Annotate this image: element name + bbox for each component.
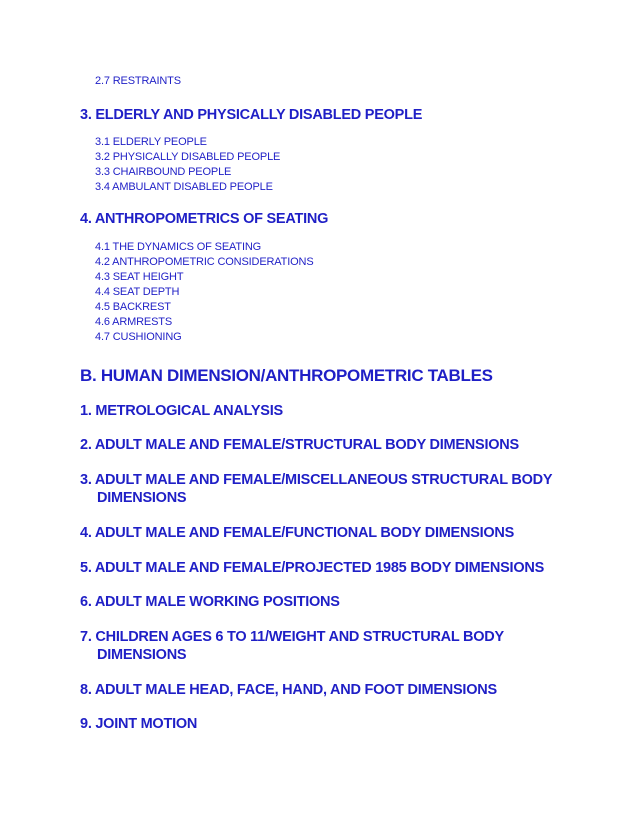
part-b-entry-2: 2. ADULT MALE AND FEMALE/STRUCTURAL BODY DIMENSIONS bbox=[80, 437, 519, 453]
section-3-heading: 3. ELDERLY AND PHYSICALLY DISABLED PEOPLE bbox=[80, 107, 423, 123]
part-b-entry-1: 1. METROLOGICAL ANALYSIS bbox=[80, 403, 283, 419]
part-b-entry-6: 6. ADULT MALE WORKING POSITIONS bbox=[80, 594, 340, 610]
toc-item-4-6: 4.6 ARMRESTS bbox=[95, 316, 173, 328]
part-b-entry-7-continuation: DIMENSIONS bbox=[97, 647, 187, 663]
part-b-entry-5: 5. ADULT MALE AND FEMALE/PROJECTED 1985 BODY DIMENSIONS bbox=[80, 560, 545, 576]
toc-item-4-2: 4.2 ANTHROPOMETRIC CONSIDERATIONS bbox=[95, 256, 314, 268]
toc-item-4-5: 4.5 BACKREST bbox=[95, 301, 171, 313]
toc-item-4-4: 4.4 SEAT DEPTH bbox=[95, 286, 180, 298]
toc-item-3-1: 3.1 ELDERLY PEOPLE bbox=[95, 136, 207, 148]
toc-item-3-3: 3.3 CHAIRBOUND PEOPLE bbox=[95, 166, 232, 178]
toc-item-4-7: 4.7 CUSHIONING bbox=[95, 331, 182, 343]
part-b-entry-9: 9. JOINT MOTION bbox=[80, 716, 198, 732]
part-b-entry-4: 4. ADULT MALE AND FEMALE/FUNCTIONAL BODY DIMENSIONS bbox=[80, 525, 515, 541]
toc-item-4-1: 4.1 THE DYNAMICS OF SEATING bbox=[95, 241, 262, 253]
part-b-entry-8: 8. ADULT MALE HEAD, FACE, HAND, AND FOOT DIMENSIONS bbox=[80, 682, 497, 698]
part-b-heading: B. HUMAN DIMENSION/ANTHROPOMETRIC TABLES bbox=[80, 366, 493, 385]
toc-item-3-2: 3.2 PHYSICALLY DISABLED PEOPLE bbox=[95, 151, 281, 163]
toc-item-2-7: 2.7 RESTRAINTS bbox=[95, 75, 181, 87]
toc-item-3-4: 3.4 AMBULANT DISABLED PEOPLE bbox=[95, 181, 273, 193]
toc-item-4-3: 4.3 SEAT HEIGHT bbox=[95, 271, 184, 283]
section-4-heading: 4. ANTHROPOMETRICS OF SEATING bbox=[80, 211, 329, 227]
part-b-entry-3-continuation: DIMENSIONS bbox=[97, 490, 187, 506]
part-b-entry-3: 3. ADULT MALE AND FEMALE/MISCELLANEOUS STRUCTURAL BODY bbox=[80, 472, 553, 488]
part-b-entry-7: 7. CHILDREN AGES 6 TO 11/WEIGHT AND STRUCTURAL BODY bbox=[80, 629, 504, 645]
